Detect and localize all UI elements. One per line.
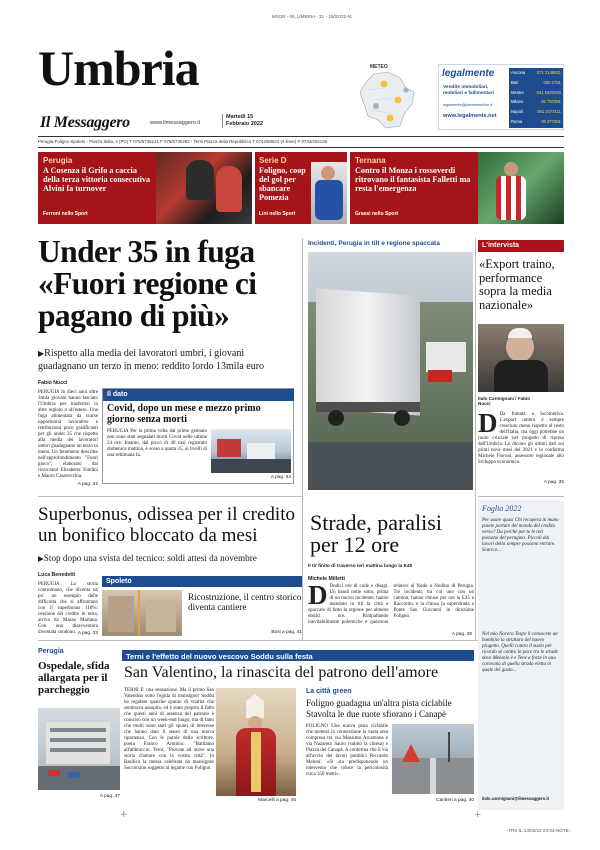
perugia-headline[interactable]: Ospedale, sfida allargata per il parcheggio — [38, 660, 110, 696]
fogli-intro: Per usare quasi Chi recupera in mano potete portare del mondo del credito verso? Da perché per te le reti possono del perugino. Piccoli dai lavori della sempre possono entrare. Scarico... — [482, 518, 559, 553]
teaser-text: A Cosenza il Grifo a caccia della terza vittoria consecutiva Alvini fa turnover — [43, 166, 151, 193]
citta-green-body: FOLIGNO Una nuova pista ciclabile che metterà in connessione la vasta area compresa tra via Massimo Arcamone e via Nazareto Sauro (subito la chiesa) e Piazza dei Canapè. A conferma che il via all'avvio dei lavori pubblici Riccardo Meloni: «Si sta predisponendo un intervento che riduce la pericolosità circa 350 metri». — [306, 724, 388, 777]
bishop-photo — [216, 688, 296, 796]
interview-body: D Da fumata a locomotiva. L'export umbro è sempre cresciuto meno rispetto al resto dell'Italia, ma oggi potrebbe un ruolo cruciale nel progetto di ripresa dell'Umbria. Lo dicono gli ultimi dati sui primi nove mesi del 2021 e lo conferma Michele Fioroni, assessore regionale allo Sviluppo economico. — [478, 408, 564, 465]
superbonus-headline[interactable]: Superbonus, odissea per il credito un bonifico bloccato da mesi — [38, 504, 295, 546]
date-line-1: Martedì 15 — [226, 114, 254, 120]
teaser-serie-d[interactable] — [255, 152, 347, 224]
superbonus-author: Luca Benedetti — [38, 572, 76, 578]
il-dato-photo — [211, 429, 291, 473]
terni-page-ref[interactable]: Marcelli a pag. 45 — [258, 798, 296, 803]
spoleto-box[interactable] — [102, 576, 302, 638]
crop-mark-right: + — [474, 810, 482, 820]
interview-photo-caption: Italo Carmignani / Fabio Nucci — [478, 396, 531, 406]
fogli-body: Nel mio Nocera Tespo il conoscete un bambino la struttura del nuovo progetto. Quelli contro il suolo per ricordo sé contro la pace tra le strade dove Melonio è e Tene a forze in una carovana di quella strada eletta in quale del gusto... — [482, 632, 558, 673]
weather-map-icon — [354, 70, 426, 132]
interview-label: L'intervista — [482, 242, 520, 249]
main-subhead: ▶Rispetto alla media dei lavoratori umbri, i giovani guadagnano un terzo in meno: reddito lordo 13mila euro — [38, 348, 265, 372]
ad-email[interactable]: legalmente@piemmeonline.it — [443, 103, 493, 107]
teaser-photo-player — [311, 162, 347, 224]
superbonus-subhead: ▶Stop dopo una svista del tecnico: soldi attesi da novembre — [38, 553, 257, 563]
terni-banner: Terni e l'effetto del nuovo vescovo Soddu sulla festa — [126, 651, 313, 661]
incidents-headline[interactable]: Strade, paralisi per 12 ore — [310, 510, 442, 557]
main-headline[interactable]: Under 35 in fuga «Fuori regione ci pagano di più» — [38, 234, 257, 333]
ad-line-2: mobiliari e fallimentari — [443, 91, 494, 96]
arrow-icon: ▶ — [38, 349, 45, 358]
main-page-ref[interactable]: A pag. 32 — [77, 482, 98, 487]
newspaper-logo: Il Messaggero — [40, 114, 130, 131]
interview-headline[interactable]: «Export traino, performance sopra la media nazionale» — [479, 257, 555, 312]
legalmente-brand: legalmente — [442, 68, 495, 79]
main-author: Fabio Nucci — [38, 380, 68, 386]
ad-city-row: Roma 06 377081 — [511, 118, 561, 124]
teaser-credit: Grassi nello Sport — [355, 211, 399, 217]
website-url[interactable]: www.ilmessaggero.it — [150, 120, 201, 126]
incidents-caption: Il tir finito di traverso ieri mattina lungo la E45 — [308, 564, 413, 569]
teaser-text: Contro il Monza i rossoverdi ritrovano il fantasista Falletti ma resta l'emergenza — [355, 166, 471, 193]
bike-lane-photo — [392, 724, 474, 794]
citta-green-page-ref[interactable]: Cantieri a pag. 40 — [436, 798, 474, 803]
interview-page-ref[interactable]: A pag. 35 — [543, 480, 564, 485]
spoleto-photo — [102, 590, 182, 636]
truck-accident-photo — [308, 252, 473, 490]
fogli-box — [478, 500, 564, 810]
hospital-photo — [38, 708, 120, 790]
footer-code: -TRX IL:14/02/22 23:03-NOTE: — [506, 828, 570, 833]
terni-body: TERNI E' una sensazione. Ma il primo San Valentino sotto l'egida di monsignor Soddu ha regalato qualche spunto di vitalità che sembrava assopita, ed è stato proprio il fatto che questi anni di assenza del patrono è coinciso con un week-end lungo, ma di fatto che molti sono stati gli spunti di interesse che hanno dato il senso di una nuova ripartenza. Con le parole dello scrittore, poeta Franco Arminio: "Battiamo all'abbraccio. Terni, "Provate ad avere una storia d'amore con la vostra città". In Basilica la messa celebrata da monsignor Soccorsino soggetto al legame con Foligno. — [124, 688, 214, 771]
incidents-label: Incidenti, Perugia in tilt e regione spaccata — [308, 240, 440, 247]
arrow-icon: ▶ — [38, 554, 44, 563]
ad-city-row: Milano 02 757091 — [511, 99, 561, 105]
incidents-body: D Dodici ore di code e disagi. Un bandi notte sotto, prima di un nuovo incidente, hanno mandato in tilt la città e spaccato di fatto la regione per almeno dodici ore. Rimpallando inevitabilmente polemiche e questioni relative al Nodo o Nodino di Perugia. Tre incidenti, tra cui uno con un camion, hanno chiuso per ore la E45 e Raccordo, e la chiusa la superstrada a Ponte San Giovanni in direzione Foligno. — [308, 580, 474, 625]
teaser-credit: Ferroni nello Sport — [43, 211, 88, 217]
spoleto-headline: Ricostruzione, il centro storico diventa cantiere — [188, 592, 302, 612]
address-line: Perugia-Foligno-Spoleto - Piazza Italia, 4 (PG) T 075/5736141 F 075/5730282 - Terni Piazza della Repubblica T 0744/58042 (4 linee) F 0744/404126 — [38, 139, 328, 144]
ad-city-list — [509, 68, 563, 128]
il-dato-headline: Covid, dopo un mese e mezzo primo giorno senza morti — [107, 403, 261, 425]
teaser-kicker: Perugia — [43, 156, 73, 165]
il-dato-label: Il dato — [103, 389, 294, 401]
teaser-credit: Lini nello Sport — [259, 211, 296, 217]
fogli-email[interactable]: italo.carmignani@ilmessaggero.it — [482, 796, 549, 801]
meteo-label: METEO — [370, 64, 388, 70]
crop-mark-left: + — [120, 810, 128, 820]
superbonus-body: PERUGIA La storia contromano, che diventa un po' un esempio delle difficoltà che si affrontano con il superbonus 110%: cessione del credito in testa, arriva da Massa Martana. Con una disavventura diventata condono. — [38, 582, 98, 635]
ad-city-row: Bari 080 2781 — [511, 79, 561, 85]
citta-green-label: La città green — [306, 688, 352, 695]
main-body: PERUGIA In dieci anni oltre 3mila giovani hanno lasciato l'Umbria per trasferirsi in altre regioni o all'estero. Una fuga alimentata da scarse opportunità lavorative e retribuzioni poco gratificanti per gli under 35 che rispetto alla media dei lavoratori umbri guadagnano un terzo in meno. Un fenomeno descritto nell'approfondimento "Fuori gioco", elaborato dai ricercatori Elisabetta Tondini e Mauro Casavecchia. — [38, 390, 98, 479]
fogli-title: Foglio 2022 — [482, 504, 522, 513]
ad-line-1: Vendite immobiliari, — [443, 85, 489, 90]
spoleto-page-ref[interactable]: Bosi a pag. 41 — [271, 630, 302, 635]
incidents-author: Michele Milletti — [308, 576, 345, 582]
incidents-page-ref[interactable]: A pag. 38 — [451, 632, 472, 637]
superbonus-page-ref[interactable]: A pag. 33 — [77, 631, 98, 636]
ad-url[interactable]: www.legalmente.net — [443, 113, 497, 119]
teaser-text: Foligno, coop del gol per sbancare Pomezia — [259, 166, 306, 202]
il-dato-body: PERUGIA Per la prima volta dal primo gennaio non sono stati segnalati morti Covid nelle ultime 24 ore. Intanto, dal picco di 40 casi registrato domenica mattina, è sceso a quota 35, ai livelli di una settimana fa. — [107, 429, 207, 458]
teaser-perugia[interactable] — [38, 152, 252, 224]
spoleto-label: Spoleto — [102, 576, 302, 587]
ad-city-row: Mestre 041 5320200 — [511, 89, 561, 95]
perugia-page-ref[interactable]: A pag. 37 — [99, 794, 120, 799]
il-dato-box[interactable] — [102, 388, 294, 484]
teaser-photo-football — [156, 152, 252, 224]
dropcap-letter: D — [308, 580, 328, 610]
perugia-kicker: Perugia — [38, 648, 64, 655]
teaser-kicker: Serie D — [259, 156, 287, 165]
legalmente-logo — [442, 68, 506, 79]
terni-headline[interactable]: San Valentino, la rinascita del patrono dell'amore — [124, 664, 439, 681]
ad-city-row: Napoli 081 2473111 — [511, 109, 561, 115]
edition-code: MSGR - 06_UMBRIA - 31 - 15/02/22-N: — [271, 14, 353, 19]
citta-green-headline[interactable]: Foligno guadagna un'altra pista ciclabile Stavolta le due ruote sfiorano i Canapè — [306, 698, 452, 719]
teaser-kicker: Ternana — [355, 156, 386, 165]
ad-city-row: Ancona 071 2149811 — [511, 70, 561, 75]
interview-portrait — [478, 324, 564, 392]
teaser-photo-ternana — [478, 152, 564, 224]
legalmente-ad[interactable] — [438, 64, 564, 130]
masthead-title: Umbria — [38, 40, 199, 96]
date-line-2: Febbraio 2022 — [226, 121, 263, 127]
dropcap-letter: D — [478, 408, 498, 438]
teaser-ternana[interactable] — [350, 152, 564, 224]
il-dato-page-ref[interactable]: A pag. 32 — [270, 475, 291, 480]
